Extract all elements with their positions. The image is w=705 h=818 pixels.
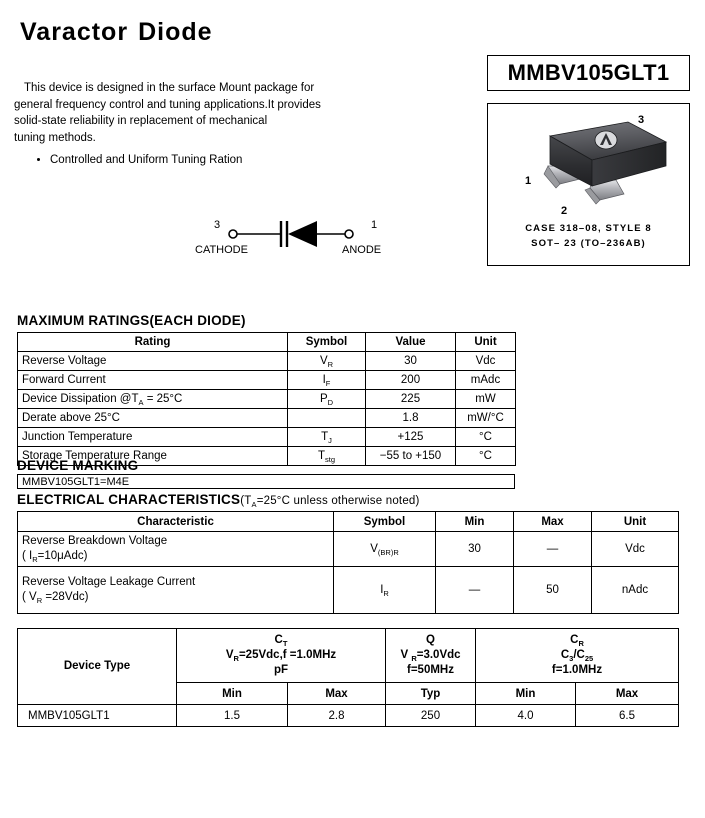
package-caption-line-1: CASE 318–08, STYLE 8 — [525, 223, 652, 234]
table-row — [18, 532, 679, 567]
cell-device-type: MMBV105GLT1 — [18, 705, 177, 727]
col-header-unit: Unit — [456, 333, 516, 352]
col-header-cr-group — [476, 629, 679, 683]
cell-ct-max: 2.8 — [288, 705, 386, 727]
q-condition-1: V $_R$=3.0Vdc — [400, 649, 461, 663]
device-marking-value: MMBV105GLT1=M4E — [22, 475, 130, 488]
cell-min: 30 — [436, 532, 514, 567]
subcol-header-ct-max: Max — [288, 683, 386, 705]
cell-rating: Storage Temperature Range — [18, 447, 288, 466]
col-header-rating: Rating — [18, 333, 288, 352]
cell-rating: Junction Temperature — [18, 428, 288, 447]
cell-cr-max: 6.5 — [576, 705, 679, 727]
table-row — [18, 705, 679, 727]
anode-pin-number: 1 — [371, 219, 378, 231]
cell-unit: mAdc — [456, 371, 516, 390]
cell-characteristic — [18, 567, 334, 614]
table-row — [18, 371, 516, 390]
cell-rating: Device Dissipation $@T_A = 25^\circ C$ — [18, 390, 288, 409]
cell-unit: °C — [456, 447, 516, 466]
package-diagram-box — [487, 103, 690, 266]
table-row — [18, 567, 679, 614]
cell-symbol: $T_J$ — [288, 428, 366, 447]
cell-value: 200 — [366, 371, 456, 390]
table-header-row — [18, 512, 679, 532]
package-caption-line-2: SOT– 23 (TO–236AB) — [531, 238, 646, 249]
subcol-header-cr-max: Max — [576, 683, 679, 705]
anode-label: ANODE — [342, 244, 382, 256]
feature-item: • Controlled and Uniform Tuning Ration — [50, 152, 390, 168]
cell-unit: mW — [456, 390, 516, 409]
cathode-terminal-node — [229, 230, 237, 238]
characteristic-line-1: Reverse Voltage Leakage Current — [22, 576, 196, 588]
subcol-header-ct-min: Min — [177, 683, 288, 705]
q-symbol: Q — [426, 634, 435, 646]
col-header-characteristic: Characteristic — [18, 512, 334, 532]
cell-min: — — [436, 567, 514, 614]
cell-value: +125 — [366, 428, 456, 447]
part-number-box — [487, 55, 690, 91]
description-line-3: solid-state reliability in replacement of mechanical — [14, 115, 268, 127]
table-row — [18, 390, 516, 409]
cell-symbol — [288, 409, 366, 428]
cell-max: — — [514, 532, 592, 567]
ct-unit: pF — [273, 664, 289, 676]
cell-max: 50 — [514, 567, 592, 614]
cell-value: 1.8 — [366, 409, 456, 428]
table-header-row — [18, 629, 679, 683]
anode-triangle — [288, 221, 317, 247]
varactor-diode-symbol — [185, 216, 385, 272]
characteristic-line-2: ( $V_R =28Vdc$) — [22, 591, 89, 605]
cathode-label: CATHODE — [195, 244, 248, 256]
manufacturer-logo-icon — [595, 131, 617, 149]
ct-symbol: $C_T$ — [274, 634, 288, 648]
ct-condition: $V_R=25Vdc,f =1.0MHz$ — [225, 649, 337, 663]
cell-symbol: $T_{stg}$ — [288, 447, 366, 466]
cell-ct-min: 1.5 — [177, 705, 288, 727]
elec-char-heading-main: ELECTRICAL CHARACTERISTICS — [17, 492, 241, 507]
feature-list — [30, 152, 390, 168]
device-marking-heading: DEVICE MARKING — [17, 458, 139, 473]
col-header-value: Value — [366, 333, 456, 352]
table-row — [18, 428, 516, 447]
cell-unit: Vdc — [592, 532, 679, 567]
part-number-text: MMBV105GLT1 — [507, 60, 670, 85]
cr-ratio: $C_3/C_{25}$ — [560, 649, 594, 663]
max-ratings-table — [17, 332, 516, 466]
table-row — [18, 352, 516, 371]
page-title-word2: Diode — [138, 18, 213, 46]
cr-condition: f=1.0MHz — [551, 664, 603, 676]
cell-symbol: $P_D$ — [288, 390, 366, 409]
col-header-unit: Unit — [592, 512, 679, 532]
cell-symbol: $V_{(BR)R}$ — [334, 532, 436, 567]
subcol-header-cr-min: Min — [476, 683, 576, 705]
cathode-pin-number: 3 — [214, 219, 221, 231]
cell-rating: Forward Current — [18, 371, 288, 390]
subcol-header-q-typ: Typ — [386, 683, 476, 705]
cell-symbol: $V_R$ — [288, 352, 366, 371]
q-condition-2: f=50MHz — [407, 664, 454, 676]
col-header-max: Max — [514, 512, 592, 532]
col-header-symbol: Symbol — [334, 512, 436, 532]
col-header-ct-group — [177, 629, 386, 683]
elec-char-heading-condition: ($T_A=25^\circ C$ unless otherwise noted) — [240, 495, 420, 509]
description-line-2: general frequency control and tuning applications.It provides — [14, 98, 321, 111]
cell-symbol: $I_F$ — [288, 371, 366, 390]
capacitance-table — [17, 628, 679, 727]
col-header-min: Min — [436, 512, 514, 532]
anode-terminal-node — [345, 230, 353, 238]
cell-value: 30 — [366, 352, 456, 371]
package-caption — [488, 221, 689, 251]
description-paragraph — [14, 80, 364, 146]
cell-value: 225 — [366, 390, 456, 409]
elec-char-heading — [17, 492, 420, 507]
table-row — [18, 409, 516, 428]
cell-q-typ: 250 — [386, 705, 476, 727]
col-header-q-group — [386, 629, 476, 683]
device-marking-box — [17, 474, 515, 489]
description-line-1: This device is designed in the surface Mount package for — [24, 82, 315, 94]
elec-char-table — [17, 511, 679, 614]
cell-unit: mW/°C — [456, 409, 516, 428]
characteristic-line-1: Reverse Breakdown Voltage — [22, 535, 168, 547]
page-title-word1: Varactor — [20, 18, 129, 46]
page-title — [20, 18, 213, 47]
cell-symbol: $I_R$ — [334, 567, 436, 614]
characteristic-line-2: ( $I_R=10\mu Adc$) — [22, 550, 88, 564]
sot23-package-image — [488, 104, 689, 219]
cell-unit: Vdc — [456, 352, 516, 371]
max-ratings-heading: MAXIMUM RATINGS(EACH DIODE) — [17, 313, 246, 328]
col-header-symbol: Symbol — [288, 333, 366, 352]
pin-label-3: 3 — [638, 114, 645, 126]
cell-characteristic — [18, 532, 334, 567]
table-header-row — [18, 333, 516, 352]
cell-value: −55 to +150 — [366, 447, 456, 466]
cell-rating: Derate above 25°C — [18, 409, 288, 428]
pin-label-1: 1 — [525, 175, 532, 187]
description-line-4: tuning methods. — [14, 131, 96, 144]
cell-unit: nAdc — [592, 567, 679, 614]
cell-rating: Reverse Voltage — [18, 352, 288, 371]
cell-unit: °C — [456, 428, 516, 447]
cell-cr-min: 4.0 — [476, 705, 576, 727]
pin-label-2: 2 — [561, 205, 568, 217]
cr-symbol: $C_R$ — [570, 634, 584, 648]
col-header-device-type: Device Type — [18, 629, 177, 705]
